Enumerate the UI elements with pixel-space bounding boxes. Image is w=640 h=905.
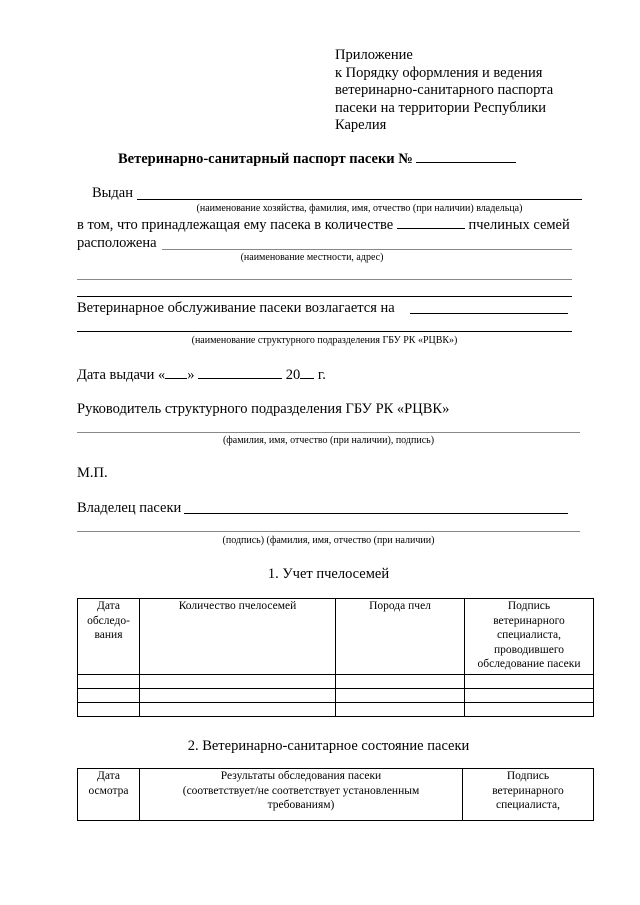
sanitary-state-table <box>77 768 594 821</box>
header-line: Дата <box>97 600 120 612</box>
issued-label: Выдан <box>92 185 133 201</box>
issue-month-field[interactable] <box>198 367 282 379</box>
appendix-line: Приложение <box>335 47 413 63</box>
header-line: Подпись <box>507 600 551 612</box>
header-line: проводившего <box>494 643 564 656</box>
header-line: обследо- <box>87 614 130 627</box>
located-label: расположена <box>77 235 157 251</box>
issue-year-field[interactable] <box>300 367 314 379</box>
vet-service-field[interactable] <box>410 313 568 314</box>
header-cell <box>78 599 140 675</box>
vet-service-row <box>77 299 395 317</box>
vet-service-hint: (наименование структурного подразделения ГБУ РК «РЦВК») <box>191 335 458 346</box>
header-cell <box>78 769 140 821</box>
table-header-row <box>78 599 594 675</box>
header-line: ветеринарного <box>493 614 565 627</box>
table-row[interactable] <box>78 703 594 717</box>
appendix-line: Карелия <box>335 117 387 134</box>
appendix-line: к Порядку оформления и ведения <box>335 64 543 81</box>
title-text: Ветеринарно-санитарный паспорт пасеки № <box>118 151 413 167</box>
location-line-3[interactable] <box>77 296 572 297</box>
header-line: требованиям) <box>267 799 335 811</box>
table-cell[interactable] <box>465 703 594 717</box>
header-cell <box>463 769 594 821</box>
issue-day-field[interactable] <box>165 367 187 379</box>
table-cell[interactable] <box>336 675 465 689</box>
header-line: Подпись <box>506 770 550 782</box>
header-cell <box>465 599 594 675</box>
stamp-label: М.П. <box>77 465 108 481</box>
apiary-text-b: пчелиных семей <box>468 217 570 233</box>
table-cell[interactable] <box>140 703 336 717</box>
header-line: ветеринарного <box>492 784 564 797</box>
passport-number-field[interactable] <box>416 150 516 163</box>
header-line: специалиста, <box>496 629 562 641</box>
issued-hint: (наименование хозяйства, фамилия, имя, отчество (при наличии) владельца) <box>196 203 523 214</box>
table-row[interactable] <box>78 689 594 703</box>
table-cell[interactable] <box>140 689 336 703</box>
table-cell[interactable] <box>140 675 336 689</box>
owner-label: Владелец пасеки <box>77 500 182 516</box>
bee-colony-table <box>77 598 594 717</box>
head-hint: (фамилия, имя, отчество (при наличии), подпись) <box>222 435 435 446</box>
location-line[interactable] <box>162 249 572 250</box>
header-line: Результаты обследования пасеки <box>220 770 382 782</box>
section1-heading: 1. Учет пчелосемей <box>267 566 390 582</box>
table-cell[interactable] <box>465 689 594 703</box>
table-cell[interactable] <box>78 675 140 689</box>
vet-service-label: Ветеринарное обслуживание пасеки возлагается на <box>77 300 395 316</box>
header-line: осмотра <box>88 784 129 797</box>
header-line: Количество пчелосемей <box>178 600 297 612</box>
owner-hint: (подпись) (фамилия, имя, отчество (при наличии) <box>222 535 435 546</box>
header-line: специалиста, <box>495 799 561 811</box>
table-cell[interactable] <box>336 689 465 703</box>
header-cell <box>140 599 336 675</box>
document-title <box>118 150 516 168</box>
head-label: Руководитель структурного подразделения ГБУ РК «РЦВК» <box>77 401 450 417</box>
issue-date-label: Дата выдачи « <box>77 367 166 383</box>
owner-signature-line[interactable] <box>184 513 568 514</box>
header-cell <box>336 599 465 675</box>
table-cell[interactable] <box>336 703 465 717</box>
owner-line-2[interactable] <box>77 531 580 532</box>
apiary-text-a: в том, что принадлежащая ему пасека в количестве <box>77 217 394 233</box>
issue-year-suffix: г. <box>317 367 326 383</box>
section2-heading: 2. Ветеринарно-санитарное состояние пасеки <box>187 738 470 754</box>
issued-to-line[interactable] <box>137 199 582 200</box>
location-line-2[interactable] <box>77 279 572 280</box>
issue-year-prefix: 20 <box>285 367 301 383</box>
appendix-block <box>335 47 553 135</box>
table-cell[interactable] <box>465 675 594 689</box>
head-line[interactable] <box>77 432 580 433</box>
header-line: обследование пасеки <box>477 658 581 670</box>
vet-service-line-2[interactable] <box>77 331 572 332</box>
header-line: (соответствует/не соответствует установленным <box>182 784 420 797</box>
colony-count-field[interactable] <box>397 217 465 229</box>
header-line: Дата <box>97 770 120 782</box>
table-cell[interactable] <box>78 703 140 717</box>
issue-date-close-quote: » <box>187 367 195 383</box>
header-line: Порода пчел <box>369 600 431 612</box>
table-header-row <box>78 769 594 821</box>
header-cell <box>140 769 463 821</box>
located-hint: (наименование местности, адрес) <box>240 252 384 263</box>
appendix-line: ветеринарно-санитарного паспорта <box>335 82 554 99</box>
table-cell[interactable] <box>78 689 140 703</box>
header-line: вания <box>94 629 123 641</box>
issue-date-row <box>77 366 326 384</box>
apiary-count-row <box>77 216 570 234</box>
table-row[interactable] <box>78 675 594 689</box>
appendix-line: пасеки на территории Республики <box>335 99 547 116</box>
